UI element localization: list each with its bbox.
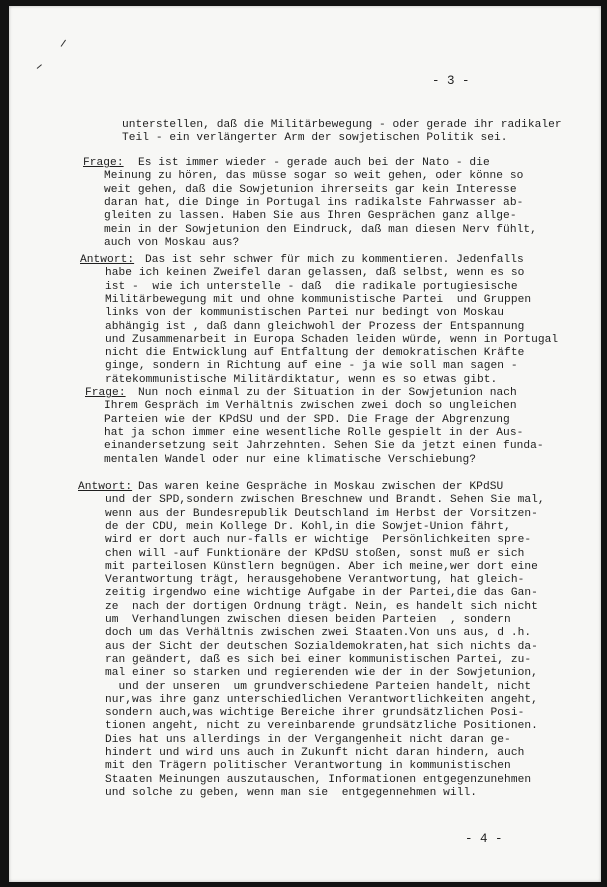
page-footer-number: - 4 -	[465, 832, 503, 846]
text-line: Ihrem Gespräch im Verhältnis zwischen zwei doch so ungleichen	[104, 400, 517, 413]
text-line: und der SPD,sondern zwischen Breschnew und Brandt. Sehen Sie mal,	[105, 494, 545, 507]
text-line: mal einer so starken und regierenden wie der in der Sowjetunion,	[105, 667, 538, 680]
text-line: und Zusammenarbeit in Europa Schaden leiden würde, wenn in Portugal	[105, 333, 559, 346]
text-line: wird er dort auch nur-falls er wichtige Persönlichkeiten spre-	[105, 534, 532, 547]
text-line: mentalen Wandel oder nur eine klimatische Verschiebung?	[104, 453, 476, 466]
text-line: ist - wie ich unterstelle - daß die radikale portugiesische	[105, 280, 518, 293]
text-line: gleiten zu lassen. Haben Sie aus Ihren Gesprächen ganz allge-	[104, 210, 517, 223]
text-line: Meinung zu hören, das müsse sogar so weit gehen, oder könne so	[104, 170, 524, 183]
text-line: hindert und wird uns auch in Zukunft nicht daran hindern, auch	[105, 747, 525, 759]
text-line: unterstellen, daß die Militärbewegung - oder gerade ihr radikaler	[122, 119, 562, 131]
text-line: rätekommunistische Militärdiktatur, wenn es so etwas gibt.	[105, 373, 498, 386]
text-line: wenn aus der Bundesrepublik Deutschland im Herbst der Vorsitzen-	[105, 507, 538, 520]
paragraph-label: Antwort:	[78, 481, 133, 493]
text-line: hat ja schon immer eine wesentliche Rolle gespielt in der Aus-	[104, 426, 524, 439]
text-line: de der CDU, mein Kollege Dr. Kohl,in die Sowjet-Union fährt,	[105, 520, 511, 533]
document-page	[9, 6, 601, 882]
text-line: links von der kommunistischen Partei nur bedingt von Moskau	[105, 307, 505, 320]
text-line: und solche zu geben, wenn man sie entgegennehmen will.	[105, 786, 477, 799]
document-body	[9, 6, 601, 882]
text-line: ginge, sondern in Richtung auf eine - ja wie soll man sagen -	[105, 360, 518, 373]
text-line: sondern auch,was wichtige Bereiche ihrer grundsätzlichen Posi-	[105, 707, 525, 720]
text-line: Teil - ein verlängerter Arm der sowjetischen Politik sei.	[122, 132, 508, 145]
text-line: abhängig ist , daß dann gleichwohl der Prozess der Entspannung	[105, 320, 525, 333]
text-line: nur,was ihre ganz unterschiedlichen Verantwortlichkeiten angeht,	[105, 693, 538, 706]
paragraph-label: Frage:	[85, 387, 126, 399]
text-line: chen will -auf Funktionäre der KPdSU stoßen, sonst muß er sich	[105, 547, 525, 560]
text-line: Militärbewegung mit und ohne kommunistische Partei und Gruppen	[105, 293, 532, 306]
paragraph-label: Frage:	[83, 157, 124, 169]
text-line: ran geändert, daß es sich bei einer kommunistischen Partei, zu-	[105, 653, 532, 666]
text-line: aus der Sicht der deutschen Sozialdemokraten,hat sich nichts da-	[105, 640, 538, 653]
text-line: Das ist sehr schwer für mich zu kommentieren. Jedenfalls	[145, 254, 524, 266]
text-line: ze nach der dortigen Ordnung trägt. Nein, es handelt sich nicht	[105, 600, 538, 613]
text-line: mein in der Sowjetunion den Eindruck, daß man diesen Nerv fühlt,	[104, 223, 537, 236]
paragraph-label: Antwort:	[80, 254, 135, 266]
text-line: um Verhandlungen zwischen diesen beiden Parteien , sondern	[105, 614, 511, 626]
text-line: mit den Trägern politischer Verantwortung in kommunistischen	[105, 760, 511, 773]
text-line: daran hat, die Dinge in Portugal ins radikalste Fahrwasser ab-	[104, 196, 524, 209]
text-line: weit gehen, daß die Sowjetunion ihrerseits gar kein Interesse	[104, 183, 517, 196]
text-line: Verantwortung trägt, herausgehobene Verantwortung, hat gleich-	[105, 574, 525, 587]
text-line: auch von Moskau aus?	[104, 236, 240, 249]
text-line: Das waren keine Gespräche in Moskau zwischen der KPdSU	[138, 481, 504, 493]
text-line: Es ist immer wieder - gerade auch bei der Nato - die	[138, 157, 490, 169]
text-line: habe ich keinen Zweifel daran gelassen, daß selbst, wenn es so	[105, 267, 525, 280]
text-line: mit parteilosen Künstlern begnügen. Aber ich meine,wer dort eine	[105, 560, 538, 573]
text-line: Nun noch einmal zu der Situation in der Sowjetunion nach	[138, 387, 517, 399]
text-line: tionen angeht, nicht zu vereinbarende grundsätzliche Positionen.	[105, 720, 538, 733]
text-line: doch um das Verhältnis zwischen zwei Staaten.Von uns aus, d .h.	[105, 627, 532, 640]
text-line: zeitig irgendwo eine wichtige Aufgabe in der Partei,die das Gan-	[105, 587, 538, 600]
text-line: nicht die Entwicklung auf Entfaltung der demokratischen Kräfte	[105, 347, 525, 360]
text-line: Parteien wie der KPdSU und der SPD. Die Frage der Abgrenzung	[104, 413, 510, 426]
text-line: Staaten Meinungen auszutauschen, Informationen entgegenzunehmen	[105, 773, 532, 786]
text-line: einandersetzung seit Jahrzehnten. Sehen Sie da jetzt einen funda-	[104, 440, 544, 453]
text-line: und der unseren um grundverschiedene Parteien handelt, nicht	[105, 680, 532, 693]
text-line: Dies hat uns allerdings in der Vergangenheit nicht daran ge-	[105, 733, 511, 746]
page-header-number: - 3 -	[432, 74, 470, 88]
